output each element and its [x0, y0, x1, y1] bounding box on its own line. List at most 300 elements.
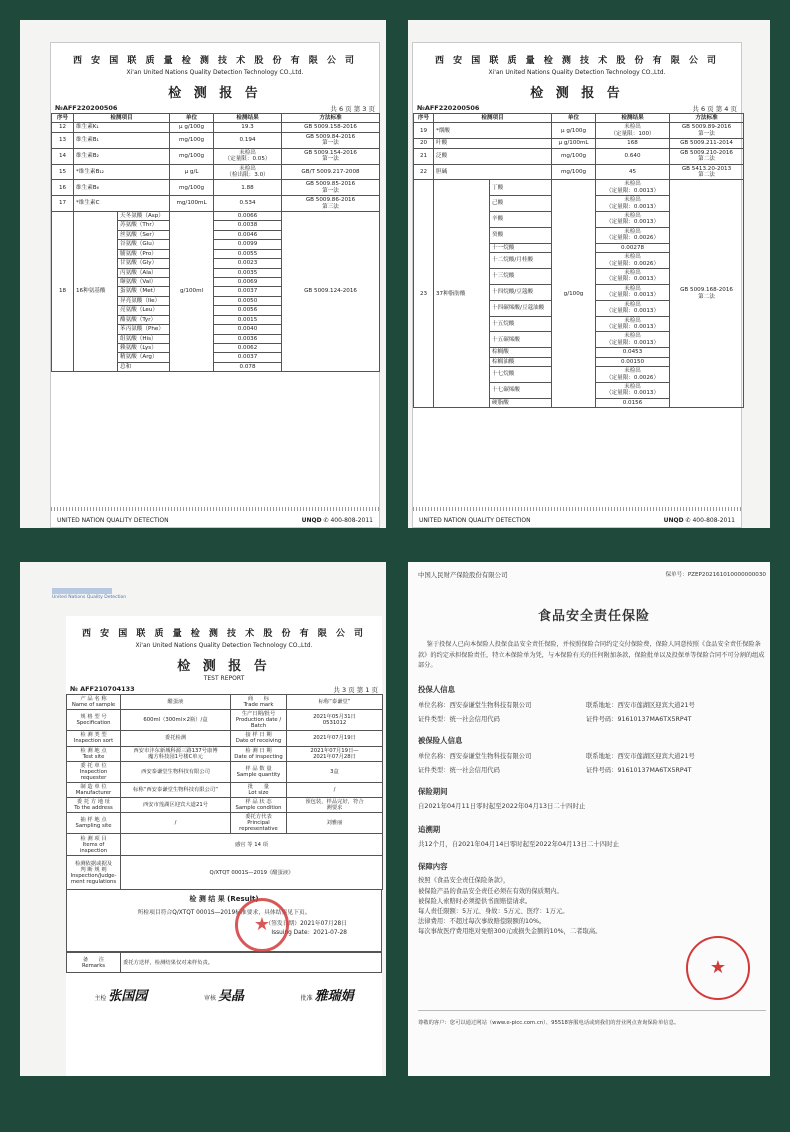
result: 0.0056	[214, 306, 282, 315]
insured-id-type: 证件类型：统一社会信用代码	[418, 766, 500, 774]
policy-header	[418, 570, 770, 579]
sign-chief	[94, 985, 147, 1004]
sign-date: （签发日期）2021年07月28日	[265, 921, 347, 928]
insured-row-1	[418, 751, 770, 760]
field-label	[67, 761, 121, 782]
report-number: №AFF220200506	[417, 104, 480, 112]
footer-logo	[664, 517, 735, 524]
report-title: 检 测 报 告	[177, 659, 271, 674]
sub-item: 总和	[118, 362, 170, 371]
signature: 张国园	[108, 989, 148, 1005]
label-cn: 检 测 项 目	[80, 835, 107, 842]
footer-logo	[302, 517, 373, 524]
label-en: Test site	[82, 753, 105, 760]
result: 19.3	[214, 123, 282, 132]
basis-row	[67, 856, 383, 890]
applicant-row-2	[418, 714, 770, 723]
page-info: 共 6 页 第 4 页	[692, 105, 737, 113]
conclusion-title: 检 测 结 果 (Result)	[189, 895, 259, 904]
remarks-row	[67, 953, 382, 973]
table-row	[414, 123, 744, 139]
conclusion-box	[66, 890, 382, 952]
label-cn: 检 测 类 型	[80, 732, 107, 739]
company-name-en: Xi'an United Nations Quality Detection Technology CO.,Ltd.	[135, 642, 313, 649]
sign-review	[204, 985, 244, 1004]
label-en: Trade mark	[243, 702, 274, 709]
coverage-item: 每人责任限额：5万元、身故：5万元、医疗：1万元。	[418, 907, 569, 915]
result: 0.0038	[214, 221, 282, 230]
report-number: №AFF220200506	[55, 104, 118, 112]
result: 未检出 （定量限：0.0013）	[596, 316, 670, 332]
info-row	[67, 731, 383, 746]
label-en: Inspection sort	[73, 738, 114, 745]
company-seal	[235, 898, 289, 952]
info-row	[67, 746, 383, 761]
period-title: 保险期间	[418, 786, 448, 796]
label-en: Items of inspection	[79, 841, 108, 855]
info-row	[67, 782, 383, 797]
retro-title: 追溯期	[418, 824, 441, 834]
sub-item: 丁酸	[490, 180, 552, 196]
method: GB 5009.211-2014	[670, 139, 744, 148]
result: 0.0050	[214, 296, 282, 305]
label-cn: 检 测 日 期	[245, 747, 272, 754]
method: GB 5009.124-2016	[282, 212, 380, 372]
label-en: Date of receiving	[235, 738, 282, 745]
label-en: Specification	[76, 720, 111, 727]
group-name: 37种脂肪酸	[434, 180, 490, 408]
hotline: 400-808-2011	[330, 516, 373, 524]
method: GB 5009.86-2016 第三法	[282, 196, 380, 212]
method: GB 5413.20-2013 第二法	[670, 164, 744, 180]
table-row	[414, 139, 744, 148]
table-row	[52, 148, 380, 164]
sub-item: 十五碳烯酸	[490, 332, 552, 348]
report-title: 检 测 报 告	[530, 86, 624, 101]
policy-intro: 鉴于投保人已向本保险人投保食品安全责任保险，并按照保险合同约定交付保险费，保险人同意按照《食品安全责任保险条款》的约定承担保险责任，特立本保险单为凭，与本保险有关的任何附加条款，保险批单以及投保单等保险合同不可分割的组成部分。	[418, 641, 765, 670]
coverage-item: 每次事故医疗费用绝对免赔300元或损失金额的10%，二者取高。	[418, 927, 602, 935]
label-cn: 检 测 地 点	[80, 747, 107, 754]
result: 0.0040	[214, 325, 282, 334]
label-cn: 规 格 型 号	[80, 714, 107, 721]
uniqd-badge	[52, 588, 126, 600]
sub-item: 癸酸	[490, 227, 552, 243]
label-en: Manufacturer	[75, 790, 112, 797]
test-results-table	[413, 113, 744, 408]
info-row	[67, 798, 383, 813]
label-cn: 产 品 名 称	[80, 696, 107, 702]
label-cn: 接 样 日 期	[245, 732, 272, 739]
field-value: 600ml（300ml×2瓶）/盒	[121, 710, 231, 731]
sub-item: 硬脂酸	[490, 398, 552, 407]
result: 未检出 （定量限：0.0026）	[596, 253, 670, 269]
applicant-id-no: 证件号码：91610137MA6TX5RP4T	[586, 715, 692, 723]
label-cn: 检测依据或据及 判 断 规 则	[74, 860, 113, 873]
sub-item: 棕榈酸	[490, 348, 552, 357]
label-en: Sampling site	[75, 823, 112, 830]
field-value: 2021年05月31日 0531012	[287, 710, 383, 731]
label-cn: 抽 样 地 点	[80, 817, 107, 824]
result: 0.00150	[596, 357, 670, 366]
sub-item: 组氨酸（His）	[118, 334, 170, 343]
insurance-policy	[418, 570, 770, 1076]
items-row	[67, 834, 383, 856]
result: 未检出 （定量限：0.0013）	[596, 332, 670, 348]
row-number: 13	[52, 132, 74, 148]
label-en: Inspection requester	[79, 768, 108, 781]
result: 未检出 （定量限：0.0013）	[596, 382, 670, 398]
coverage-title: 保障内容	[418, 862, 448, 872]
row-number: 19	[414, 123, 434, 139]
sub-item: 十三烷酸	[490, 269, 552, 285]
info-row	[67, 813, 383, 834]
result: 0.0037	[214, 353, 282, 362]
result: 0.0453	[596, 348, 670, 357]
report-number: № AFF210704133	[70, 685, 135, 693]
report-page-3-sheet	[20, 20, 386, 528]
sub-item: 蛋氨酸（Met）	[118, 287, 170, 296]
method: GB 5009.210-2016 第二法	[670, 148, 744, 164]
sub-item: 赖氨酸（Lys）	[118, 343, 170, 352]
field-label	[67, 813, 121, 834]
field-label	[231, 710, 287, 731]
field-label	[231, 782, 287, 797]
report-subtitle: TEST REPORT	[203, 675, 245, 682]
period-text: 自2021年04月11日零时起至2022年04月13日二十四时止	[418, 801, 586, 810]
column-header: 序号	[52, 114, 74, 123]
result: 未检出 （检出限：3.0）	[214, 164, 282, 180]
result: 0.0036	[214, 334, 282, 343]
column-header: 序号	[414, 114, 434, 123]
group-name: 16种氨基酸	[74, 212, 118, 372]
report-cover	[66, 616, 382, 1076]
sub-item: 十五烷酸	[490, 316, 552, 332]
report-meta	[66, 685, 382, 694]
applicant-address: 联系地址：西安市莲湖区迎宾大道21号	[586, 701, 695, 709]
result: 未检出 （定量限：0.0013）	[596, 212, 670, 228]
test-item: *维生素C	[74, 196, 170, 212]
row-number: 23	[414, 180, 434, 408]
unit: mg/100g	[170, 180, 214, 196]
sub-item: 酪氨酸（Tyr）	[118, 315, 170, 324]
report-meta	[51, 104, 379, 113]
sub-item: 天冬氨酸（Asp）	[118, 212, 170, 221]
row-number: 22	[414, 164, 434, 180]
column-header: 检测项目	[434, 114, 552, 123]
coverage-item: 被保险人索赔时必须提供书面赔偿请求。	[418, 897, 532, 905]
result: 未检出 （定量限：100）	[596, 123, 670, 139]
basis-value: Q/XTQT 0001S—2019《醋蛋液》	[121, 856, 383, 890]
unit: mg/100g	[170, 132, 214, 148]
applicant-name: 单位名称：西安泰谦堂生物科技有限公司	[418, 701, 532, 709]
result: 0.640	[596, 148, 670, 164]
coverage-item: 按照《食品安全责任保险条款》，	[418, 877, 510, 885]
table-header	[414, 114, 744, 123]
sub-item: 脯氨酸（Pro）	[118, 249, 170, 258]
footer-hatch	[51, 507, 379, 511]
result: 0.0062	[214, 343, 282, 352]
hotline: 400-808-2011	[692, 516, 735, 524]
report-page-4-sheet	[408, 20, 770, 528]
insured-id-no: 证件号码：91610137MA6TX5RP4T	[586, 766, 692, 774]
table-row	[414, 180, 744, 196]
column-header: 检测结果	[214, 114, 282, 123]
field-label	[67, 798, 121, 813]
result: 0.00278	[596, 243, 670, 252]
remarks-table	[66, 952, 382, 973]
unqd-logo: UNQD	[301, 516, 322, 524]
report-footer	[413, 513, 741, 527]
result: 0.0055	[214, 249, 282, 258]
field-value: 标称“西安泰谦堂生物科技有限公司”	[121, 782, 231, 797]
result: 未检出 （定量限：0.0013）	[596, 284, 670, 300]
label-cn: 样 品 状 态	[245, 799, 272, 806]
applicant-row-1	[418, 700, 770, 709]
method: GB/T 5009.217-2008	[282, 164, 380, 180]
test-item: 叶酸	[434, 139, 552, 148]
insurer-seal	[686, 936, 750, 1000]
sub-item: 亮氨酸（Leu）	[118, 306, 170, 315]
field-label	[231, 746, 287, 761]
test-item: 泛酸	[434, 148, 552, 164]
result: 0.0037	[214, 287, 282, 296]
report-page-4	[412, 42, 742, 528]
remark-value: 委托方送样，检测结果仅对来样负责。	[121, 953, 382, 973]
method: GB 5009.84-2016 第一法	[282, 132, 380, 148]
result: 168	[596, 139, 670, 148]
table-row	[52, 196, 380, 212]
row-number: 17	[52, 196, 74, 212]
result: 未检出 （定量限：0.0013）	[596, 269, 670, 285]
insured-title: 被保险人信息	[418, 735, 463, 745]
method: GB 5009.85-2016 第一法	[282, 180, 380, 196]
report-meta	[413, 104, 741, 113]
sub-item: 己酸	[490, 196, 552, 212]
result: 0.0156	[596, 398, 670, 407]
table-header	[52, 114, 380, 123]
test-item: 维生素K₁	[74, 123, 170, 132]
field-value: 西安泰谦堂生物科技有限公司	[121, 761, 231, 782]
sub-item: 丝氨酸（Ser）	[118, 230, 170, 239]
result: 45	[596, 164, 670, 180]
label-cn: 批 量	[247, 783, 270, 790]
applicant-title: 投保人信息	[418, 684, 455, 694]
label-en: Sample condition	[235, 805, 282, 812]
insurance-policy-sheet	[408, 562, 770, 1076]
conclusion-text: 所检项目符合Q/XTQT 0001S—2019标准要求，具体结果见下页。	[137, 910, 311, 917]
unit: g/100ml	[170, 212, 214, 372]
field-label	[67, 695, 121, 710]
info-row	[67, 761, 383, 782]
label-cn: 委 托 方 地 址	[76, 799, 111, 806]
unit: mg/100mL	[170, 196, 214, 212]
sign-label: 主检	[94, 995, 107, 1003]
row-number: 16	[52, 180, 74, 196]
result: 0.194	[214, 132, 282, 148]
unit: μ g/L	[170, 164, 214, 180]
label-en: To the address	[74, 805, 113, 812]
unit: μ g/100g	[552, 123, 596, 139]
coverage-list	[418, 876, 770, 936]
label-cn: 委托方代表	[245, 814, 272, 821]
result: 0.534	[214, 196, 282, 212]
sample-info-table	[66, 694, 383, 890]
remark-label-en: Remarks	[81, 962, 106, 969]
test-item: 维生素B₁	[74, 132, 170, 148]
table-row	[414, 164, 744, 180]
coverage-item: 法律费用：不超过每次事故赔偿限额的10%。	[418, 917, 546, 925]
result: 未检出 （定量限：0.0026）	[596, 367, 670, 383]
policy-title: 食品安全责任保险	[537, 609, 650, 624]
label-en: Principal representative	[239, 820, 278, 833]
test-item: 维生素B₂	[74, 148, 170, 164]
result: 未检出 （定量限：0.05）	[214, 148, 282, 164]
company-name-en: Xi'an United Nations Quality Detection Technology CO.,Ltd.	[488, 69, 666, 76]
field-value: /	[121, 813, 231, 834]
result: 0.0046	[214, 230, 282, 239]
policy-footer: 尊敬的客户：您可以通过网站（www.e-picc.com.cn）、95518客服电话或到我们的营业网点查询保险单信息。	[418, 1020, 680, 1026]
result: 0.078	[214, 362, 282, 371]
company-name-cn: 西 安 国 联 质 量 检 测 技 术 股 份 有 限 公 司	[81, 629, 366, 639]
table-row	[414, 148, 744, 164]
phone-icon: ✆	[685, 516, 691, 524]
row-number: 21	[414, 148, 434, 164]
field-value: 预包装，样品完好，符合 测要求	[287, 798, 383, 813]
column-header: 方法标准	[670, 114, 744, 123]
method: GB 5009.89-2016 第一法	[670, 123, 744, 139]
footer-en: UNITED NATION QUALITY DETECTION	[419, 516, 531, 524]
label-cn: 委 托 单 位	[80, 762, 107, 769]
remark-label: 备 注	[82, 956, 105, 963]
field-label	[67, 746, 121, 761]
column-header: 单位	[170, 114, 214, 123]
insurer-name: 中国人民财产保险股份有限公司	[418, 571, 508, 579]
result: 0.0035	[214, 268, 282, 277]
info-row	[67, 710, 383, 731]
test-results-table	[51, 113, 380, 372]
report-footer	[51, 513, 379, 527]
field-value: 西安市沣东新城科源三路137号康博 魔方科技园1号楼C单元	[121, 746, 231, 761]
table-row	[52, 164, 380, 180]
test-item: *烟酸	[434, 123, 552, 139]
footer-en: UNITED NATION QUALITY DETECTION	[57, 516, 169, 524]
items-value: 感官 等 14 项	[121, 834, 383, 856]
unit: μ g/100g	[170, 123, 214, 132]
field-label	[67, 731, 121, 746]
result: 0.0066	[214, 212, 282, 221]
label-cn: 样 品 数 量	[245, 765, 272, 772]
seal-star-icon: ★	[253, 914, 271, 936]
field-label	[231, 798, 287, 813]
row-number: 18	[52, 212, 74, 372]
result: 未检出 （定量限：0.0013）	[596, 300, 670, 316]
label-cn: 制 造 单 位	[80, 783, 107, 790]
field-label	[231, 695, 287, 710]
field-label	[231, 761, 287, 782]
table-row	[52, 180, 380, 196]
sub-item: 十四烷酸/豆蔻酸	[490, 284, 552, 300]
result: 0.0069	[214, 278, 282, 287]
field-value: 刘雅丽	[287, 813, 383, 834]
unit: mg/100g	[552, 164, 596, 180]
field-value: 委托检测	[121, 731, 231, 746]
badge-text: United Nations Quality Detection	[52, 595, 127, 600]
label-cn: 商 标	[247, 696, 270, 702]
items-label	[67, 834, 121, 856]
result: 未检出 （定量限：0.0013）	[596, 196, 670, 212]
sub-item: 苏氨酸（Thr）	[118, 221, 170, 230]
sign-label: 审核	[204, 995, 217, 1003]
issue-date: Issuing Date：2021-07-28	[271, 930, 347, 937]
coverage-item: 被保险产品的食品安全责任必须在有效的保质期内。	[418, 887, 563, 895]
label-en: Sample quantity	[236, 771, 281, 778]
field-value: 标称“泰谦堂”	[287, 695, 383, 710]
phone-icon: ✆	[323, 516, 329, 524]
sub-item: 棕榈油酸	[490, 357, 552, 366]
row-number: 12	[52, 123, 74, 132]
sub-item: 谷氨酸（Glu）	[118, 240, 170, 249]
field-value: 3盒	[287, 761, 383, 782]
seal-star-icon: ★	[709, 957, 727, 978]
table-row	[52, 212, 380, 221]
page-info: 共 6 页 第 3 页	[330, 105, 375, 113]
footer-hatch	[413, 507, 741, 511]
company-name-cn: 西 安 国 联 质 量 检 测 技 术 股 份 有 限 公 司	[72, 56, 357, 66]
row-number: 15	[52, 164, 74, 180]
unqd-logo: UNQD	[663, 516, 684, 524]
column-header: 检测项目	[74, 114, 170, 123]
column-header: 方法标准	[282, 114, 380, 123]
report-page-3	[50, 42, 380, 528]
sub-item: 苯丙氨酸（Phe）	[118, 325, 170, 334]
result: 0.0099	[214, 240, 282, 249]
result: 0.0023	[214, 259, 282, 268]
unit: μ g/100mL	[552, 139, 596, 148]
result: 1.88	[214, 180, 282, 196]
label-en: Production date / Batch	[235, 717, 282, 730]
field-value: 西安市莲湖区迎宾大道21号	[121, 798, 231, 813]
label-en: Inspection/Judge- ment regulations	[70, 872, 117, 886]
sign-approve	[301, 985, 354, 1004]
column-header: 检测结果	[596, 114, 670, 123]
sub-item: 丙氨酸（Ala）	[118, 268, 170, 277]
basis-label	[67, 856, 121, 890]
test-item: *维生素B₁₂	[74, 164, 170, 180]
unit: mg/100g	[552, 148, 596, 164]
retro-text: 共12个月，自2021年04月14日零时起至2022年04月13日二十四时止	[418, 839, 619, 848]
test-item: 维生素B₆	[74, 180, 170, 196]
sign-label: 批准	[300, 995, 313, 1003]
sub-item: 十二烷酸/月桂酸	[490, 253, 552, 269]
sub-item: 十七碳烯酸	[490, 382, 552, 398]
sub-item: 十一烷酸	[490, 243, 552, 252]
field-label	[67, 782, 121, 797]
company-name-en: Xi'an United Nations Quality Detection Technology CO.,Ltd.	[126, 69, 304, 76]
signature-row	[66, 985, 382, 1004]
sub-item: 十七烷酸	[490, 367, 552, 383]
report-cover-sheet	[20, 562, 386, 1076]
applicant-id-type: 证件类型：统一社会信用代码	[418, 715, 500, 723]
field-label	[231, 731, 287, 746]
field-label	[67, 710, 121, 731]
sub-item: 精氨酸（Arg）	[118, 353, 170, 362]
method: GB 5009.158-2016	[282, 123, 380, 132]
label-cn: 生产日期/批号	[241, 711, 276, 718]
field-value: 醋蛋液	[121, 695, 231, 710]
sub-item: 异亮氨酸（Ile）	[118, 296, 170, 305]
signature: 吴晶	[217, 989, 244, 1005]
signature: 雅瑞娟	[314, 989, 354, 1005]
